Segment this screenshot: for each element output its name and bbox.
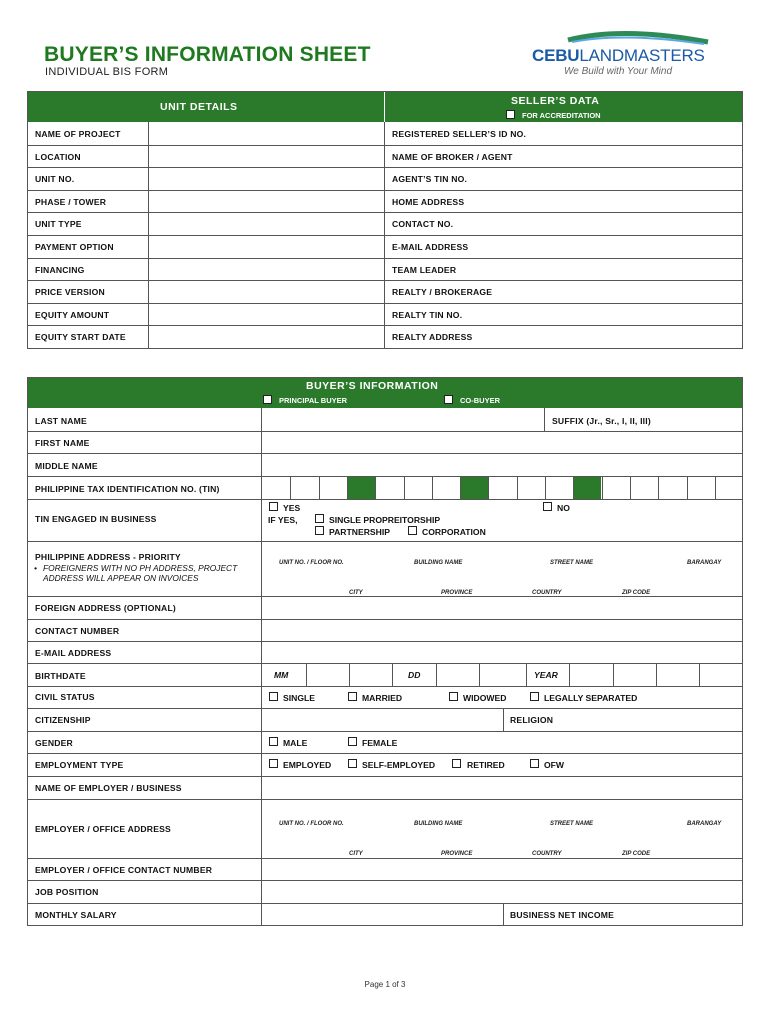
contact-number-label: CONTACT NUMBER — [35, 626, 120, 636]
civil-single-checkbox[interactable] — [269, 692, 278, 701]
gender-male-label: MALE — [283, 738, 308, 748]
monthly-salary-label: MONTHLY SALARY — [35, 910, 117, 920]
seller-data-label: REALTY ADDRESS — [392, 332, 473, 342]
gender-female-label: FEMALE — [362, 738, 398, 748]
self-employed-label: SELF-EMPLOYED — [362, 760, 436, 770]
gender-label: GENDER — [35, 738, 73, 748]
tin-separator-2 — [460, 477, 488, 499]
unit-detail-label: UNIT TYPE — [35, 219, 82, 229]
birthdate-label: BIRTHDATE — [35, 671, 86, 681]
emp-addr-street: STREET NAME — [550, 821, 594, 827]
tin-label: PHILIPPINE TAX IDENTIFICATION NO. (TIN) — [35, 484, 220, 494]
single-prop-label: SINGLE PROPREITORSHIP — [329, 515, 441, 525]
partnership-label: PARTNERSHIP — [329, 527, 390, 537]
ph-addr-building: BUILDING NAME — [414, 560, 463, 566]
tin-yes-checkbox[interactable] — [269, 502, 278, 511]
logo-left: CEBU — [532, 46, 580, 65]
form-subtitle: INDIVIDUAL BIS FORM — [45, 66, 169, 78]
employer-contact-label: EMPLOYER / OFFICE CONTACT NUMBER — [35, 865, 213, 875]
tin-cell-divider — [319, 477, 320, 499]
unit-detail-label: LOCATION — [35, 152, 81, 162]
civil-status-label: CIVIL STATUS — [35, 692, 95, 702]
civil-separated-checkbox[interactable] — [530, 692, 539, 701]
emp-addr-province: PROVINCE — [441, 851, 473, 857]
tin-cell-divider — [602, 477, 603, 499]
unit-detail-label: PRICE VERSION — [35, 287, 105, 297]
page-number: Page 1 of 3 — [364, 980, 406, 989]
if-yes-label: IF YES, — [268, 515, 298, 525]
foreign-address-label: FOREIGN ADDRESS (OPTIONAL) — [35, 603, 176, 613]
buyer-info-table — [27, 377, 743, 926]
tin-cell-divider — [488, 477, 489, 499]
corporation-checkbox[interactable] — [408, 526, 417, 535]
gender-male-checkbox[interactable] — [269, 737, 278, 746]
employer-name-label: NAME OF EMPLOYER / BUSINESS — [35, 783, 182, 793]
seller-data-heading: SELLER’S DATA — [511, 95, 600, 107]
email-label: E-MAIL ADDRESS — [35, 648, 112, 658]
logo-tagline: We Build with Your Mind — [564, 66, 673, 77]
co-buyer-checkbox[interactable] — [444, 395, 453, 404]
tin-no-checkbox[interactable] — [543, 502, 552, 511]
employment-type-label: EMPLOYMENT TYPE — [35, 760, 124, 770]
unit-detail-label: UNIT NO. — [35, 174, 75, 184]
seller-data-label: REGISTERED SELLER’S ID NO. — [392, 129, 527, 139]
tin-cell-divider — [573, 477, 574, 499]
religion-label: RELIGION — [510, 715, 554, 725]
ph-addr-zip: ZIP CODE — [622, 590, 651, 596]
tin-cell-divider — [404, 477, 405, 499]
unit-detail-label: NAME OF PROJECT — [35, 129, 121, 139]
last-name-label: LAST NAME — [35, 416, 87, 426]
employer-address-label: EMPLOYER / OFFICE ADDRESS — [35, 824, 171, 834]
buyer-info-heading: BUYER’S INFORMATION — [306, 380, 439, 392]
employed-checkbox[interactable] — [269, 759, 278, 768]
ph-address-note-2: ADDRESS WILL APPEAR ON INVOICES — [43, 573, 199, 583]
tin-separator-3 — [573, 477, 601, 499]
seller-data-label: AGENT’S TIN NO. — [392, 174, 468, 184]
logo-right: LANDMASTERS — [579, 46, 705, 65]
unit-detail-label: PHASE / TOWER — [35, 197, 107, 207]
civil-married-checkbox[interactable] — [348, 692, 357, 701]
ofw-checkbox[interactable] — [530, 759, 539, 768]
for-accreditation-label: FOR ACCREDITATION — [522, 111, 601, 120]
ofw-label: OFW — [544, 760, 565, 770]
unit-detail-label: FINANCING — [35, 265, 85, 275]
emp-addr-building: BUILDING NAME — [414, 821, 463, 827]
unit-seller-header — [28, 92, 742, 122]
ph-addr-street: STREET NAME — [550, 560, 594, 566]
seller-data-label: NAME OF BROKER / AGENT — [392, 152, 513, 162]
principal-buyer-label: PRINCIPAL BUYER — [279, 396, 348, 405]
tin-cell-divider — [460, 477, 461, 499]
form-title: BUYER’S INFORMATION SHEET — [44, 43, 371, 66]
tin-cell-divider — [715, 477, 716, 499]
emp-addr-city: CITY — [349, 851, 363, 857]
tin-cell-divider — [517, 477, 518, 499]
tin-business-label: TIN ENGAGED IN BUSINESS — [35, 514, 157, 524]
logo-text — [532, 46, 705, 66]
job-position-label: JOB POSITION — [35, 887, 99, 897]
tin-cell-divider — [347, 477, 348, 499]
birthdate-year: YEAR — [534, 670, 558, 680]
tin-cell-divider — [545, 477, 546, 499]
suffix-label: SUFFIX (Jr., Sr., I, II, III) — [552, 416, 651, 426]
unit-details-heading: UNIT DETAILS — [160, 101, 238, 113]
retired-label: RETIRED — [467, 760, 505, 770]
civil-widowed-checkbox[interactable] — [449, 692, 458, 701]
single-prop-checkbox[interactable] — [315, 514, 324, 523]
emp-addr-country: COUNTRY — [532, 851, 562, 857]
unit-detail-label: PAYMENT OPTION — [35, 242, 114, 252]
birthdate-dd: DD — [408, 670, 421, 680]
ph-address-bullet: • — [34, 563, 38, 573]
retired-checkbox[interactable] — [452, 759, 461, 768]
ph-addr-province: PROVINCE — [441, 590, 473, 596]
ph-addr-country: COUNTRY — [532, 590, 562, 596]
ph-addr-unit: UNIT NO. / FLOOR NO. — [279, 560, 344, 566]
business-income-label: BUSINESS NET INCOME — [510, 910, 615, 920]
citizenship-label: CITIZENSHIP — [35, 715, 91, 725]
unit-detail-label: EQUITY AMOUNT — [35, 310, 110, 320]
seller-data-label: CONTACT NO. — [392, 219, 454, 229]
tin-cell-divider — [658, 477, 659, 499]
unit-detail-label: EQUITY START DATE — [35, 332, 126, 342]
civil-married-label: MARRIED — [362, 693, 403, 703]
ph-addr-city: CITY — [349, 590, 363, 596]
seller-data-label: E-MAIL ADDRESS — [392, 242, 469, 252]
tin-cell-divider — [290, 477, 291, 499]
tin-separator-1 — [347, 477, 375, 499]
principal-buyer-checkbox[interactable] — [263, 395, 272, 404]
emp-addr-unit: UNIT NO. / FLOOR NO. — [279, 821, 344, 827]
ph-address-label: PHILIPPINE ADDRESS - PRIORITY — [35, 552, 181, 562]
corporation-label: CORPORATION — [422, 527, 486, 537]
ph-address-note-1: FOREIGNERS WITH NO PH ADDRESS, PROJECT — [43, 563, 238, 573]
gender-female-checkbox[interactable] — [348, 737, 357, 746]
civil-widowed-label: WIDOWED — [463, 693, 507, 703]
civil-separated-label: LEGALLY SEPARATED — [544, 693, 638, 703]
tin-yes-label: YES — [283, 503, 301, 513]
emp-addr-barangay: BARANGAY — [687, 821, 722, 827]
co-buyer-label: CO-BUYER — [460, 396, 501, 405]
middle-name-label: MIDDLE NAME — [35, 461, 98, 471]
for-accreditation-checkbox[interactable] — [506, 110, 515, 119]
civil-single-label: SINGLE — [283, 693, 315, 703]
unit-seller-table — [27, 91, 743, 349]
self-employed-checkbox[interactable] — [348, 759, 357, 768]
tin-cell-divider — [375, 477, 376, 499]
ph-addr-barangay: BARANGAY — [687, 560, 722, 566]
tin-no-label: NO — [557, 503, 570, 513]
tin-cell-divider — [432, 477, 433, 499]
company-logo — [528, 28, 718, 80]
tin-cell-divider — [687, 477, 688, 499]
seller-data-label: REALTY TIN NO. — [392, 310, 463, 320]
emp-addr-zip: ZIP CODE — [622, 851, 651, 857]
seller-data-label: HOME ADDRESS — [392, 197, 465, 207]
employed-label: EMPLOYED — [283, 760, 332, 770]
tin-cell-divider — [630, 477, 631, 499]
seller-data-label: TEAM LEADER — [392, 265, 457, 275]
seller-data-label: REALTY / BROKERAGE — [392, 287, 493, 297]
first-name-label: FIRST NAME — [35, 438, 90, 448]
partnership-checkbox[interactable] — [315, 526, 324, 535]
birthdate-mm: MM — [274, 670, 289, 680]
